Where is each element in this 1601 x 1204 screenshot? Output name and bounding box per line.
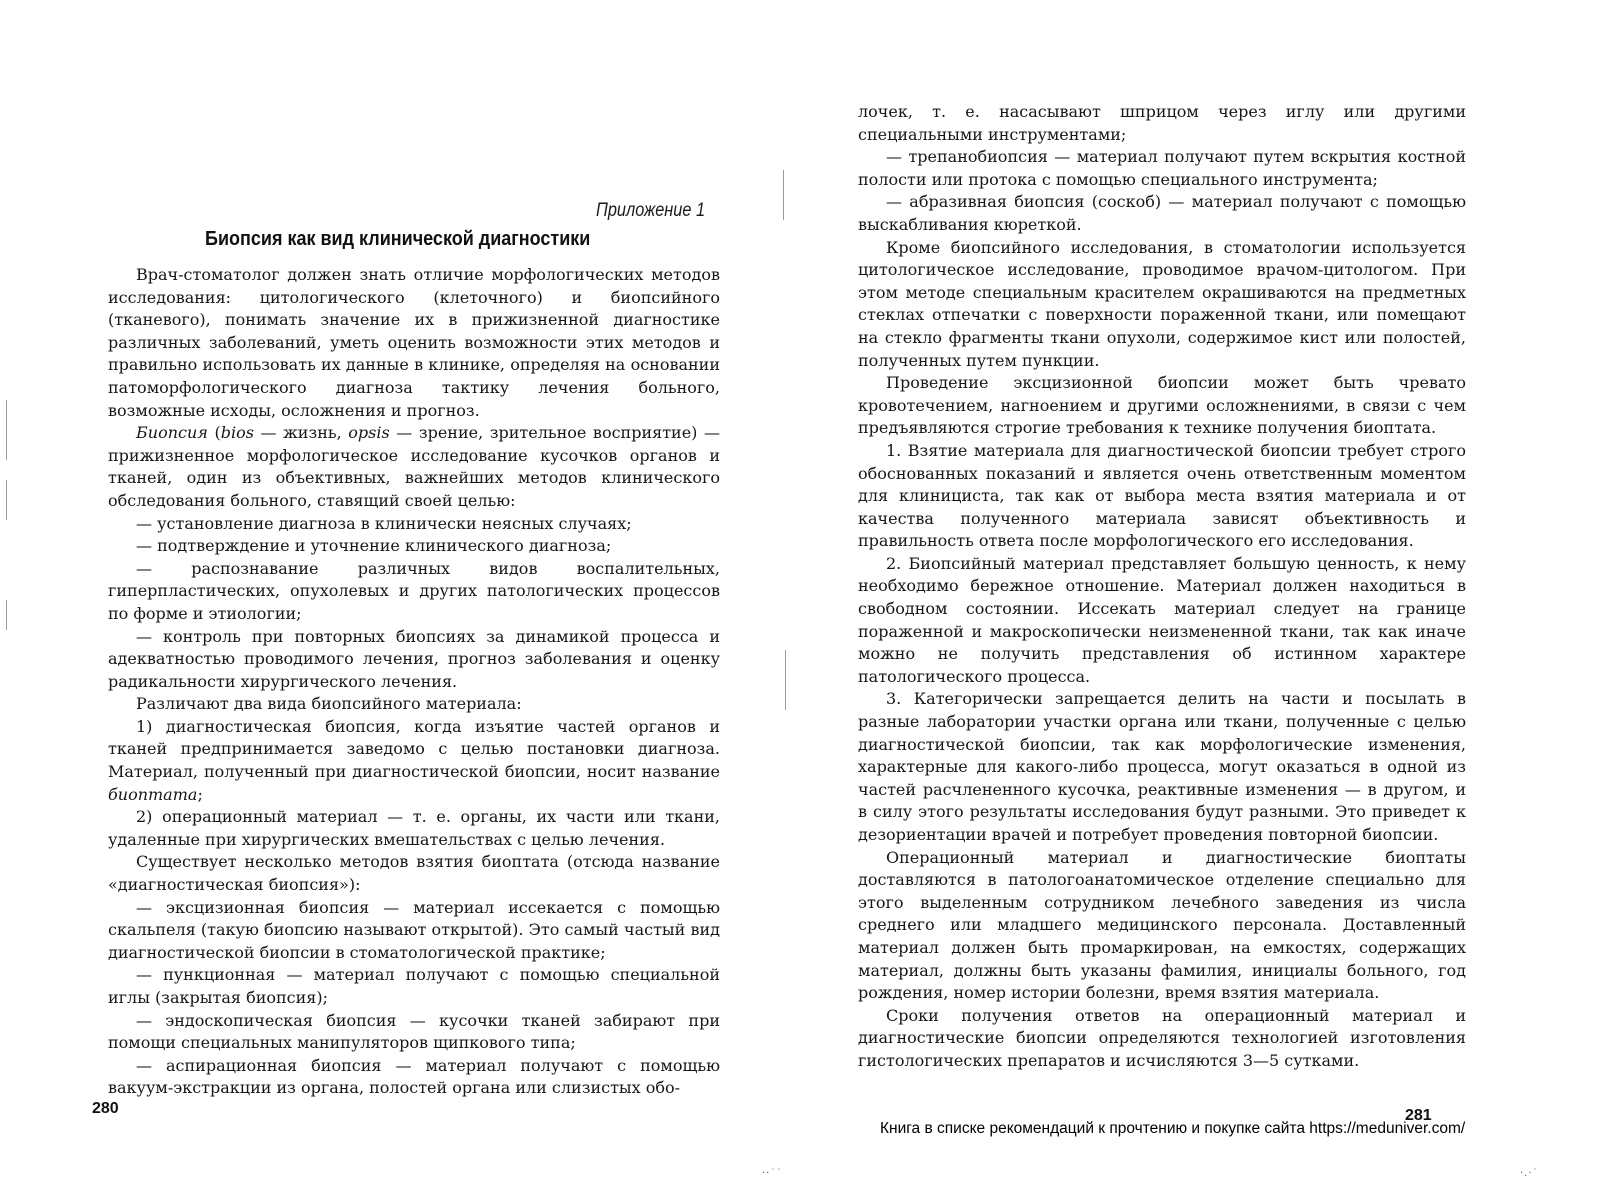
method-item: — эксцизионная биопсия — материал иссекается с помощью скальпеля (такую биопсию называют открытой). Это самый частый вид диагностической биопсии в стоматологической практике; — [108, 897, 720, 962]
intro-paragraph: Врач-стоматолог должен знать отличие морфологических методов исследования: цитологического (клеточного) и биопсийного (тканевого), понимать значение их в прижизненной диагностике различных заболеваний, уметь оценить возможности этих методов и правильно использовать их данные в клинике, определяя на основании патоморфологического диагноза тактику лечения больного, возможные исходы, осложнения и прогноз. — [108, 265, 720, 420]
scan-artifact-line — [6, 400, 7, 460]
type-item-2: 2) операционный материал — т. е. органы, их части или ткани, удаленные при хирургических вмешательствах с целью лечения. — [108, 807, 720, 849]
goal-item: — распознавание различных видов воспалительных, гиперпластических, опухолевых и других патологических процессов по форме и этиологии; — [108, 558, 720, 623]
complications-paragraph: Проведение эксцизионной биопсии может быть чревато кровотечением, нагноением и другими осложнениями, в связи с чем предъявляются строгие требования к технике получения биоптата. — [858, 373, 1466, 438]
definition-rest: — зрение, зрительное восприятие) — прижизненное морфологическое исследование кусочков органов и тканей, один из объективных, важнейших методов клинического обследования больного, ставящий своей целью: — [108, 423, 721, 510]
definition-opsis: opsis — [348, 423, 390, 443]
type1-end: ; — [197, 784, 203, 804]
chapter-title: Биопсия как вид клинической диагностики — [205, 228, 591, 250]
page-number-right: 281 — [1405, 1107, 1432, 1124]
requirement-item: 1. Взятие материала для диагностической биопсии требует строго обоснованных показаний и является очень ответственным моментом для клинициста, так как от выбора места взятия материала и от качества полученного материала зависят объективность и правильность ответа после морфологического его исследования. — [858, 440, 1466, 551]
right-body-text — [858, 101, 1466, 1073]
continuation-paragraph: лочек, т. е. насасывают шприцом через иглу или другими специальными инструментами; — [858, 102, 1466, 144]
appendix-label: Приложение 1 — [596, 200, 706, 221]
requirement-item: 3. Категорически запрещается делить на части и посылать в разные лаборатории участки органа или ткани, полученные с целью диагностической биопсии, так как морфологические изменения, характерные для какого-либо процесса, могут оказаться в одной из частей расчлененного кусочка, реактивные изменения — в другом, и в силу этого результаты исследования будут разными. Это приведет к дезориентации врачей и потребует проведения повторной биопсии. — [858, 689, 1466, 844]
types-intro: Различают два вида биопсийного материала: — [136, 694, 522, 714]
scan-artifact-mark: ·.·˙ — [1520, 1168, 1539, 1179]
definition-paragraph — [108, 422, 720, 512]
type1-term: биоптата — [108, 784, 198, 804]
left-page — [0, 0, 800, 1204]
page-number-left: 280 — [92, 1100, 119, 1117]
type1-text: 1) диагностическая биопсия, когда изъятие частей органов и тканей предпринимается заведомо с целью постановки диагноза. Материал, полученный при диагностической биопсии, носит название — [108, 716, 720, 782]
scan-artifact-line — [785, 650, 786, 710]
goal-item: — установление диагноза в клинически неясных случаях; — [136, 513, 632, 533]
method-item: — эндоскопическая биопсия — кусочки тканей забирают при помощи специальных манипуляторов щипкового типа; — [108, 1010, 720, 1053]
scan-artifact-line — [6, 480, 7, 520]
scan-artifact-line — [6, 600, 7, 630]
definition-bios: bios — [220, 423, 254, 443]
methods-intro: Существует несколько методов взятия биоптата (отсюда название «диагностическая биопсия»): — [108, 852, 720, 895]
method-item: — аспирационная биопсия — материал получают с помощью вакуум-экстракции из органа, полостей органа или слизистых обо- — [108, 1055, 720, 1098]
goal-item: — контроль при повторных биопсиях за динамикой процесса и адекватностью проводимого лечения, прогноз заболевания и оценку радикальности хирургического лечения. — [108, 626, 720, 691]
method-item: — абразивная биопсия (соскоб) — материал получают с помощью выскабливания кюреткой. — [858, 192, 1466, 234]
delivery-paragraph: Операционный материал и диагностические биоптаты доставляются в патологоанатомическое отделение специально для этого выделенным сотрудником лечебного заведения из числа среднего или младшего медицинского персонала. Доставленный материал должен быть промаркирован, на емкостях, содержащих материал, должны быть указаны фамилия, инициалы больного, год рождения, номер истории болезни, время взятия материала. — [858, 847, 1466, 1003]
type-item-1 — [108, 716, 720, 806]
left-body-text — [108, 264, 720, 1100]
goal-item: — подтверждение и уточнение клинического диагноза; — [136, 536, 612, 556]
method-item: — трепанобиопсия — материал получают путем вскрытия костной полости или протока с помощью специального инструмента; — [858, 147, 1466, 189]
definition-bios-meaning: — жизнь, — [253, 423, 349, 443]
definition-paren: ( — [207, 423, 221, 443]
definition-term: Биопсия — [136, 423, 208, 443]
method-item: — пункционная — материал получают с помощью специальной иглы (закрытая биопсия); — [108, 965, 720, 1007]
scan-artifact-mark: ··˙˙ — [762, 1168, 783, 1179]
timing-paragraph: Сроки получения ответов на операционный материал и диагностические биопсии определяются технологией изготовления гистологических препаратов и исчисляются 3—5 сутками. — [858, 1005, 1466, 1070]
cytology-paragraph: Кроме биопсийного исследования, в стоматологии используется цитологическое исследование, проводимое врачом-цитологом. При этом методе специальным красителем окрашиваются на предметных стеклах отпечатки с поверхности пораженной ткани, или помещают на стекло фрагменты ткани опухоли, содержимое кист или полостей, полученных путем пункции. — [858, 237, 1466, 370]
requirement-item: 2. Биопсийный материал представляет большую ценность, к нему необходимо бережное отношение. Материал должен находиться в свободном состоянии. Иссекать материал следует на границе пораженной и макроскопически неизмененной ткани, так как иначе можно не получить представления об истинном характере патологического процесса. — [858, 553, 1466, 686]
right-page — [800, 0, 1601, 1204]
scan-artifact-line — [783, 170, 784, 220]
footer-site-note: Книга в списке рекомендаций к прочтению и покупке сайта https://meduniver.com/ — [880, 1120, 1466, 1137]
